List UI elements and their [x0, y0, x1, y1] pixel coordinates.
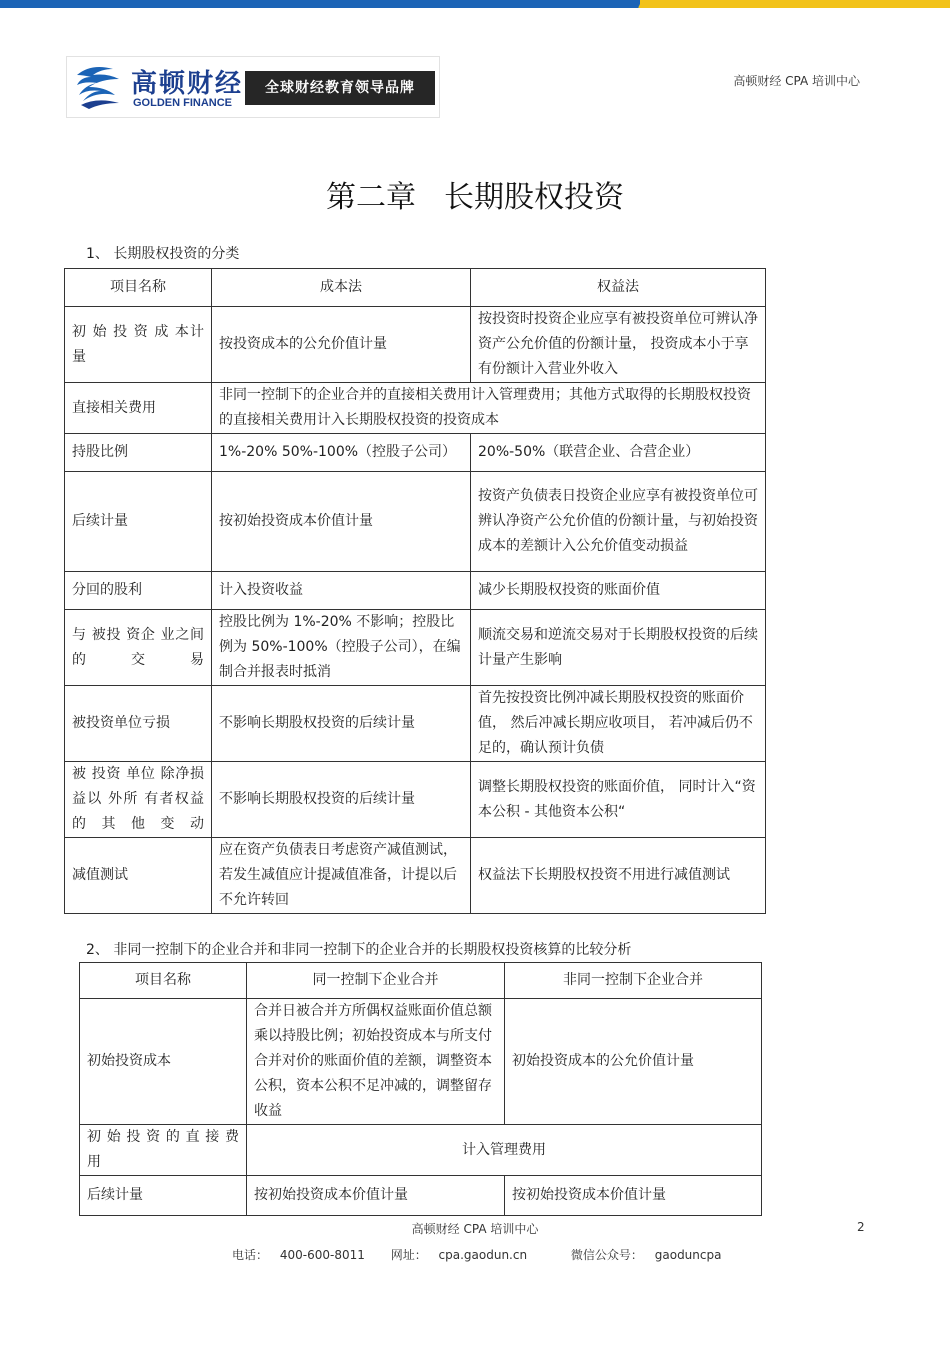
- non-same-control-cell: 按初始投资成本价值计量: [505, 1176, 762, 1216]
- merged-cell: 计入管理费用: [247, 1125, 762, 1176]
- cost-method-cell: 计入投资收益: [212, 572, 471, 610]
- row-label: 初 始 投 资 的 直 接 费用: [80, 1125, 247, 1176]
- logo-english-name: GOLDEN FINANCE: [133, 97, 232, 109]
- website-url[interactable]: cpa.gaodun.cn: [438, 1248, 528, 1262]
- row-label: 初始投资成本: [80, 999, 247, 1125]
- header-training-center: 高顿财经 CPA 培训中心: [733, 74, 860, 88]
- equity-method-cell: 减少长期股权投资的账面价值: [471, 572, 766, 610]
- top-color-bar-yellow: [640, 0, 950, 8]
- row-label: 初 始 投 资 成 本计量: [65, 307, 212, 383]
- footer-contact: [232, 1246, 721, 1263]
- website-label: 网址：: [390, 1248, 427, 1262]
- table-row: [65, 572, 766, 610]
- column-header: 项目名称: [80, 963, 247, 999]
- cost-method-cell: 应在资产负债表日考虑资产减值测试，若发生减值应计提减值准备，计提以后不允许转回: [212, 838, 471, 914]
- section-1-heading: 1、 长期股权投资的分类: [86, 246, 240, 262]
- column-header: 项目名称: [65, 269, 212, 307]
- section-2-heading: 2、 非同一控制下的企业合并和非同一控制下的企业合并的长期股权投资核算的比较分析: [86, 942, 632, 958]
- logo-slogan: 全球财经教育领导品牌: [245, 71, 435, 105]
- table-row: [65, 686, 766, 762]
- table-row: [65, 307, 766, 383]
- chapter-number: 第二章: [326, 180, 416, 215]
- wechat-label: 微信公众号：: [570, 1248, 643, 1262]
- top-color-bar-blue: [0, 0, 640, 8]
- column-header: 权益法: [471, 269, 766, 307]
- non-same-control-cell: 初始投资成本的公允价值计量: [505, 999, 762, 1125]
- table-row: [65, 434, 766, 472]
- footer-training-center: 高顿财经 CPA 培训中心: [411, 1222, 539, 1236]
- same-control-cell: 合并日被合并方所偶权益账面价值总额乘以持股比例；初始投资成本与所支付合并对价的账面价值的差额，调整资本公积，资本公积不足冲减的，调整留存收益: [247, 999, 505, 1125]
- column-header: 非同一控制下企业合并: [505, 963, 762, 999]
- equity-method-cell: 按投资时投资企业应享有被投资单位可辨认净资产公允价值的份额计量， 投资成本小于享有份额计入营业外收入: [471, 307, 766, 383]
- swirl-logo-icon: [71, 61, 127, 113]
- column-header: 成本法: [212, 269, 471, 307]
- table-row: [80, 999, 762, 1125]
- same-control-cell: 按初始投资成本价值计量: [247, 1176, 505, 1216]
- table-row: [65, 838, 766, 914]
- cost-method-cell: 控股比例为 1%-20% 不影响；控股比例为 50%-100%（控股子公司），在编制合并报表时抵消: [212, 610, 471, 686]
- equity-method-cell: 调整长期股权投资的账面价值， 同时计入“资本公积 - 其他资本公积“: [471, 762, 766, 838]
- row-label: 持股比例: [65, 434, 212, 472]
- cost-method-cell: 按投资成本的公允价值计量: [212, 307, 471, 383]
- table-row: [65, 383, 766, 434]
- table-header-row: [80, 963, 762, 999]
- equity-method-cell: 按资产负债表日投资企业应享有被投资单位可辨认净资产公允价值的份额计量，与初始投资成本的差额计入公允价值变动损益: [471, 472, 766, 572]
- row-label: 分回的股利: [65, 572, 212, 610]
- cost-method-cell: 按初始投资成本价值计量: [212, 472, 471, 572]
- phone-label: 电话：: [232, 1248, 269, 1262]
- logo-chinese-name: 高顿财经: [131, 69, 244, 99]
- column-header: 同一控制下企业合并: [247, 963, 505, 999]
- phone-number: 400-600-8011: [279, 1248, 365, 1262]
- row-label: 被 投资 单位 除净损 益以 外所 有者权益的其他变动: [65, 762, 212, 838]
- page-number: 2: [857, 1220, 865, 1234]
- row-label: 与 被投 资企 业之间的交易: [65, 610, 212, 686]
- chapter-topic: 长期股权投资: [444, 180, 624, 215]
- table-row: [65, 472, 766, 572]
- cost-method-cell: 1%-20% 50%-100%（控股子公司）: [212, 434, 471, 472]
- row-label: 直接相关费用: [65, 383, 212, 434]
- page-title: [0, 172, 950, 216]
- table-header-row: [65, 269, 766, 307]
- table-row: [65, 762, 766, 838]
- equity-method-cell: 权益法下长期股权投资不用进行减值测试: [471, 838, 766, 914]
- comparison-table: [79, 962, 762, 1216]
- equity-method-cell: 顺流交易和逆流交易对于长期股权投资的后续计量产生影响: [471, 610, 766, 686]
- classification-table: [64, 268, 766, 914]
- equity-method-cell: 首先按投资比例冲减长期股权投资的账面价值， 然后冲减长期应收项目， 若冲减后仍不足的，确认预计负债: [471, 686, 766, 762]
- golden-finance-logo: [66, 56, 440, 118]
- equity-method-cell: 20%-50%（联营企业、合营企业）: [471, 434, 766, 472]
- row-label: 后续计量: [80, 1176, 247, 1216]
- cost-method-cell: 不影响长期股权投资的后续计量: [212, 686, 471, 762]
- row-label: 减值测试: [65, 838, 212, 914]
- table-row: [65, 610, 766, 686]
- row-label: 被投资单位亏损: [65, 686, 212, 762]
- wechat-account: gaoduncpa: [654, 1248, 722, 1262]
- table-row: [80, 1176, 762, 1216]
- cost-method-cell: 不影响长期股权投资的后续计量: [212, 762, 471, 838]
- row-label: 后续计量: [65, 472, 212, 572]
- merged-cell: 非同一控制下的企业合并的直接相关费用计入管理费用；其他方式取得的长期股权投资的直接相关费用计入长期股权投资的投资成本: [212, 383, 766, 434]
- table-row: [80, 1125, 762, 1176]
